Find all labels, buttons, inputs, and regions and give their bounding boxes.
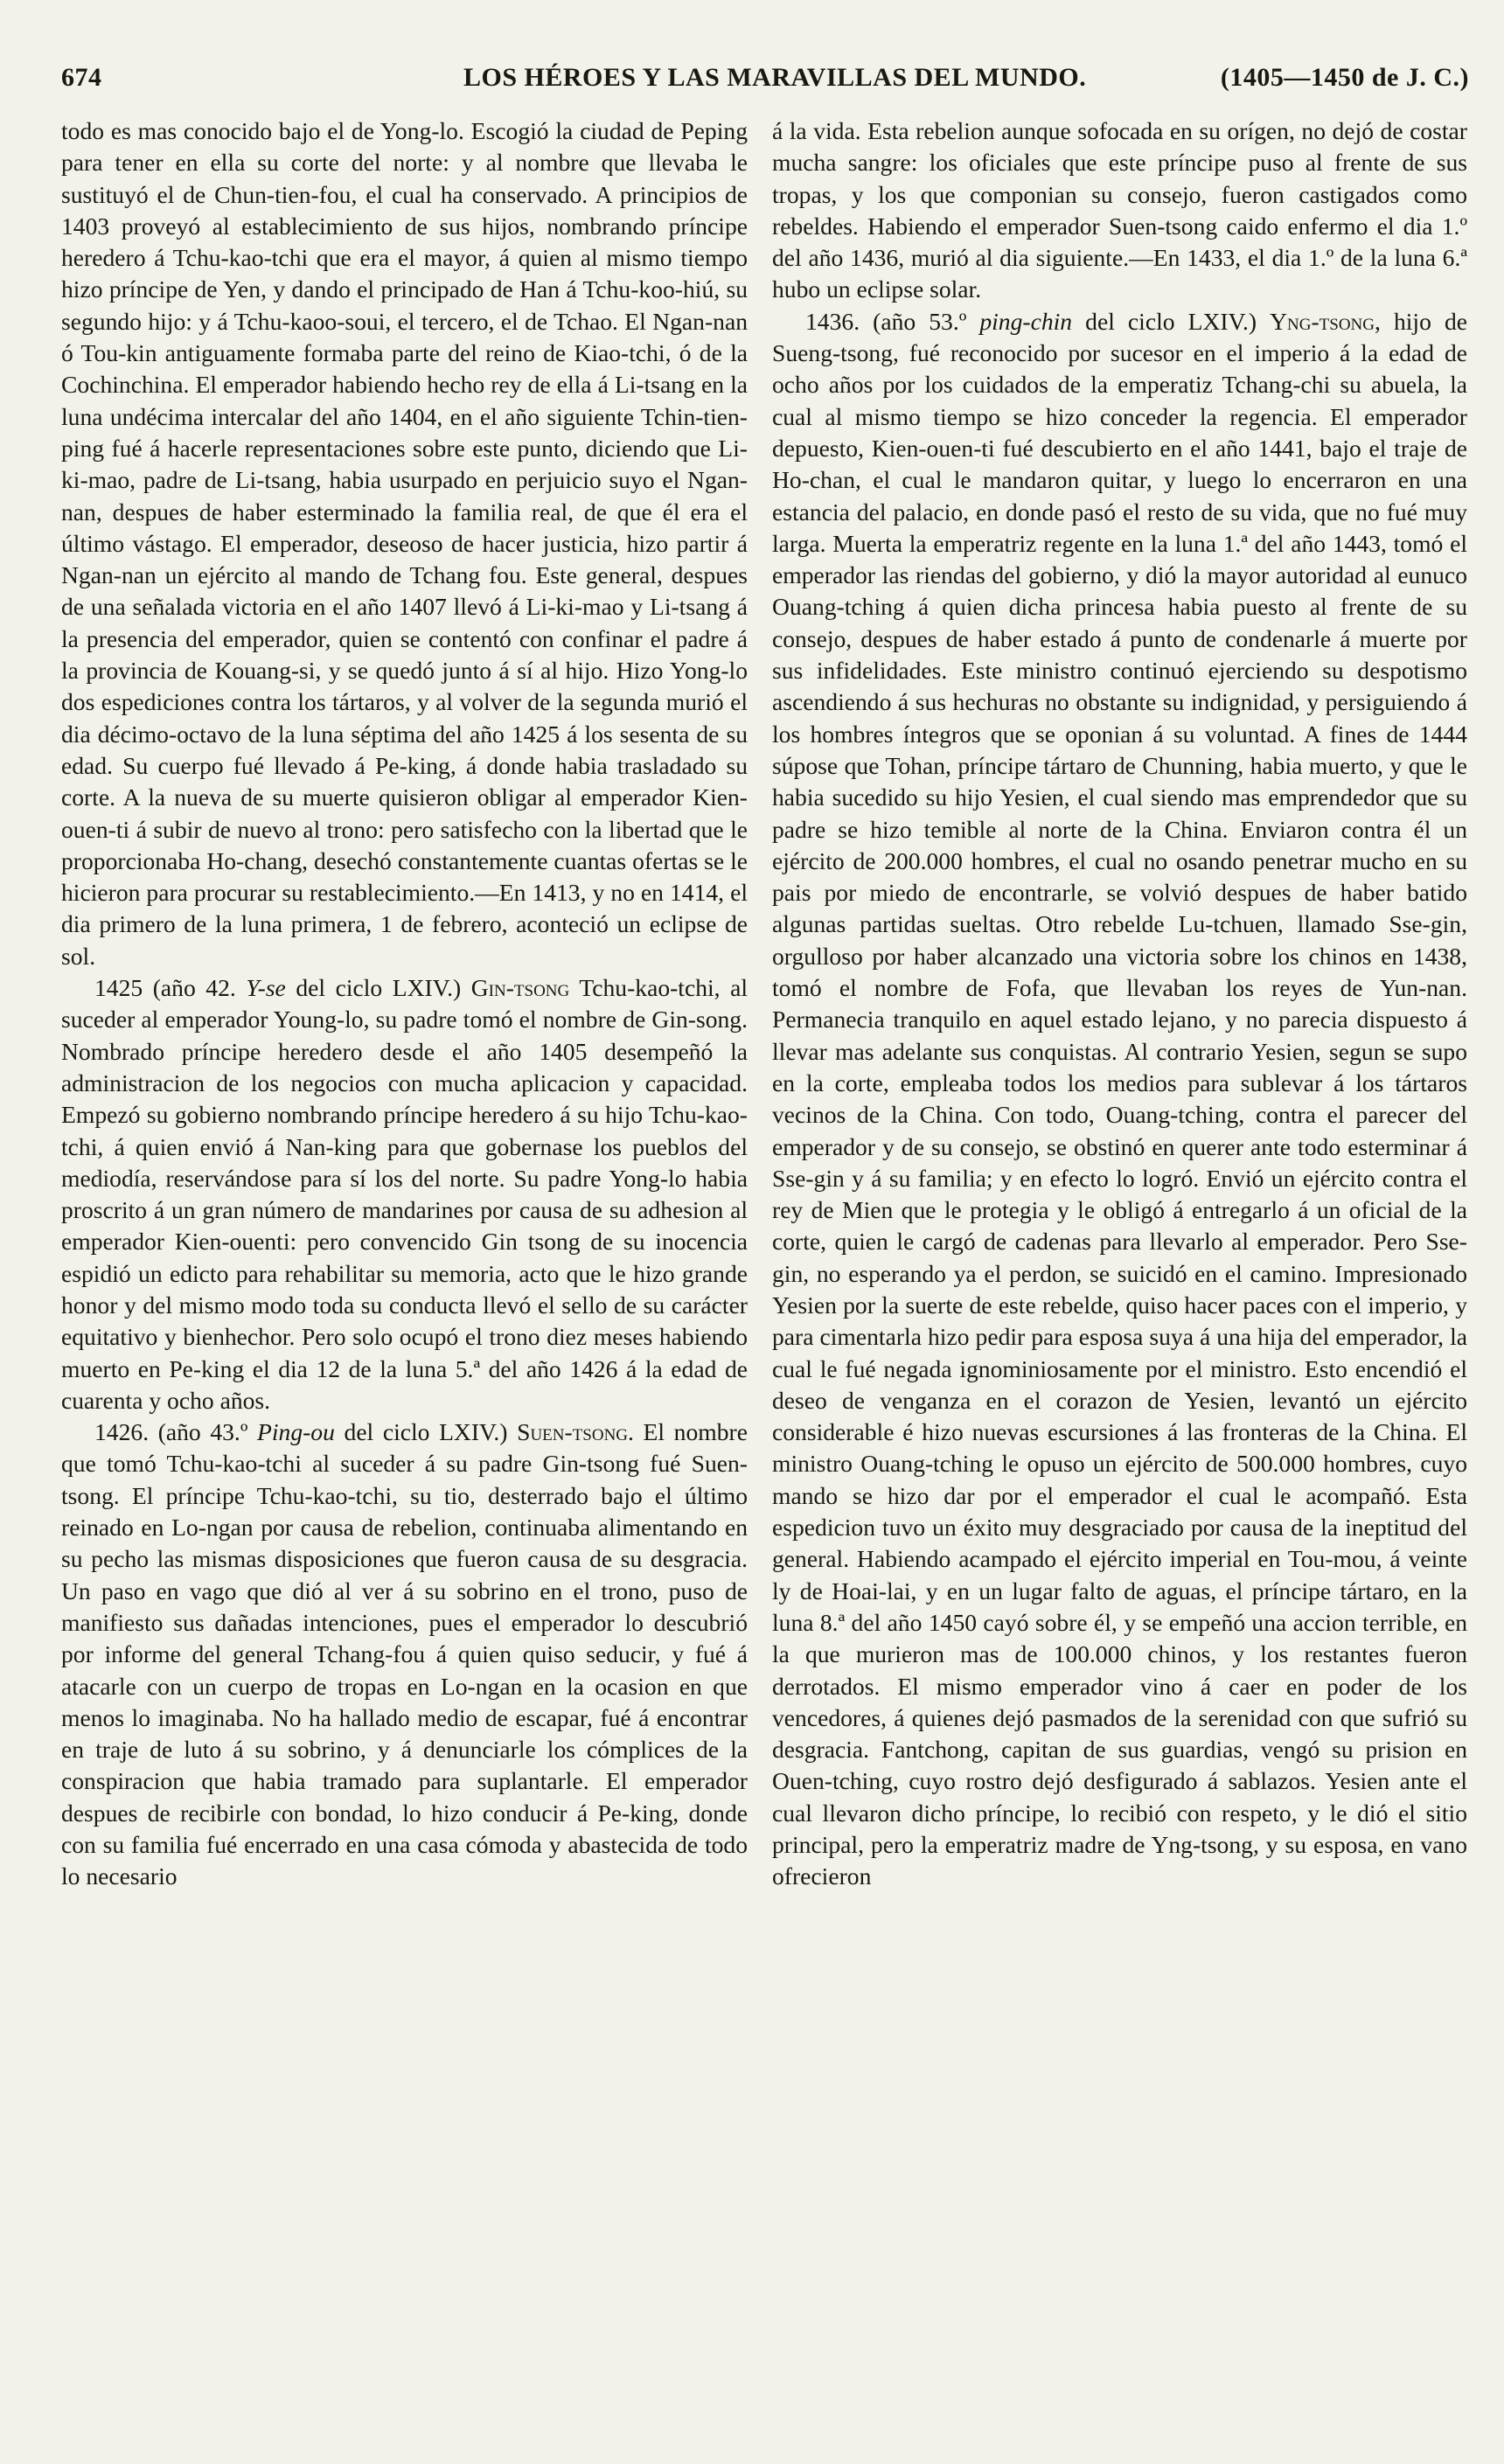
left-column: [61, 115, 748, 2459]
year-entry: 1425 (año 42.: [94, 974, 236, 1002]
paragraph: todo es mas conocido bajo el de Yong-lo. Escogió la ciudad de Peping para tener en ella su corte del norte: y al nombre que llevaba le sustituyó el de Chun-tien-fou, el cual ha conservado. A principios de 1403 proveyó al establecimiento de sus hijos, nombrando príncipe heredero á Tchu-kao-tchi que era el mayor, á quien al mismo tiempo hizo príncipe de Yen, y dando el principado de Han á Tchu-koo-hiú, su segundo hijo: y á Tchu-kaoo-soui, el tercero, el de Tchao. El Ngan-nan ó Tou-kin antiguamente formaba parte del reino de Kiao-tchi, ó de la Cochinchina. El emperador habiendo hecho rey de ella á Li-tsang en la luna undécima intercalar del año 1404, en el año siguiente Tchin-tien-ping fué á hacerle representaciones sobre este punto, diciendo que Li-ki-mao, padre de Li-tsang, habia usurpado en perjuicio suyo el Ngan-nan, despues de haber esterminado la familia real, de que él era el último vástago. El emperador, deseoso de hacer justicia, hizo partir á Ngan-nan un ejército al mando de Tchang fou. Este general, despues de una señalada victoria en el año 1407 llevó á Li-ki-mao y Li-tsang á la presencia del emperador, quien se contentó con confinar el padre á la provincia de Kouang-si, y se quedó junto á sí al hijo. Hizo Yong-lo dos espediciones contra los tártaros, y al volver de la segunda murió el dia décimo-octavo de la luna séptima del año 1425 á los sesenta de su edad. Su cuerpo fué llevado á Pe-king, á donde habia trasladado su corte. A la nueva de su muerte quisieron obligar al emperador Kien-ouen-ti á subir de nuevo al trono: pero satisfecho con la libertad que le proporcionaba Ho-chang, desechó constantemente cuantas ofertas se le hicieron para procurar su restablecimiento.—En 1413, y no en 1414, el dia primero de la luna primera, 1 de febrero, aconteció un eclipse de sol.: [61, 117, 748, 970]
right-column: [772, 115, 1467, 2459]
running-title: LOS HÉROES Y LAS MARAVILLAS DEL MUNDO.: [463, 63, 1087, 92]
cycle-label: del ciclo LXIV.): [344, 1418, 508, 1446]
year-entry: 1436. (año 53.º: [805, 307, 967, 335]
page-header: [61, 63, 1469, 115]
paragraph-body: El nombre que tomó Tchu-kao-tchi al suceder á su padre Gin-tsong fué Suen-tsong. El príncipe Tchu-kao-tchi, su tio, desterrado bajo el último reinado en Lo-ngan por causa de rebelion, continuaba alimentando en su pecho las mismas disposiciones que fueron causa de su desgracia. Un paso en vago que dió al ver á su sobrino en el trono, puso de manifiesto sus dañadas intenciones, pues el emperador lo descubrió por informe del general Tchang-fou á quien quiso seducir, y fué á atacarle con un cuerpo de tropas en Lo-ngan en la ocasion en que menos lo imaginaba. No ha hallado medio de escapar, fué á encontrar en traje de luto á su sobrino, y á denunciarle los cómplices de la conspiracion que habia tramado para suplantarle. El emperador despues de recibirle con bondad, lo hizo conducir á Pe-king, donde con su familia fué encerrado en una casa cómoda y abastecida de todo lo necesario: [61, 1418, 748, 1890]
cycle-label: del ciclo LXIV.): [1085, 307, 1257, 335]
cycle-name: Y-se: [246, 974, 286, 1002]
paragraph-body: hijo de Sueng-tsong, fué reconocido por sucesor en el imperio á la edad de ocho años por los cuidados de la emperatiz Tchang-chi su abuela, la cual al mismo tiempo se hizo conceder la regencia. El emperador depuesto, Kien-ouen-ti fué descubierto en el año 1441, bajo el traje de Ho-chan, el cual le mandaron quitar, y luego lo encerraron en una estancia del palacio, en donde pasó el resto de su vida, que no fué muy larga. Muerta la emperatriz regente en la luna 1.ª del año 1443, tomó el emperador las riendas del gobierno, y dió la mayor autoridad al eunuco Ouang-tching á quien dicha princesa habia puesto al frente de su consejo, despues de haber estado á punto de condenarle á muerte por sus infidelidades. Este ministro continuó ejerciendo su despotismo ascendiendo á sus hechuras no obstante su indignidad, y persiguiendo á los hombres íntegros que se oponian á su voluntad. A fines de 1444 súpose que Tohan, príncipe tártaro de Chunning, habia muerto, y que le habia sucedido su hijo Yesien, el cual siendo mas emprendedor que su padre se hizo temible al norte de la China. Enviaron contra él un ejército de 200.000 hombres, el cual no osando penetrar mucho en su pais por miedo de encontrarle, se volvió despues de haber batido algunas partidas sueltas. Otro rebelde Lu-tchuen, llamado Sse-gin, orgulloso por haber alcanzado una victoria sobre los chinos en 1438, tomó el nombre de Fofa, que llevaban los reyes de Yun-nan. Permanecia tranquilo en aquel estado lejano, y no parecia dispuesto á llevar mas adelante sus conquistas. Al contrario Yesien, segun se supo en la corte, empleaba todos los medios para sublevar á los tártaros vecinos de la China. Con todo, Ouang-tching, contra el parecer del emperador y de su consejo, se obstinó en querer ante todo esterminar á Sse-gin y á su familia; y en efecto lo logró. Envió un ejército contra el rey de Mien que le protegia y le obligó á entregarlo á un oficial de la corte, quien le cargó de cadenas para llevarlo al emperador. Pero Sse-gin, no esperando ya el perdon, se suicidó en el camino. Impresionado Yesien por la suerte de este rebelde, quiso hacer paces con el imperio, y para cimentarla hizo pedir para esposa suya á una hija del emperador, la cual le fué negada ignominiosamente por el ministro. Esto encendió el deseo de venganza en el corazon de Yesien, levantó un ejército considerable é hizo nuevas escursiones á las fronteras de la China. El ministro Ouang-tching le opuso un ejército de 500.000 hombres, cuyo mando se hizo dar por el emperador el cual le acompañó. Esta espedicion tuvo un éxito muy desgraciado por causa de la ineptitud del general. Habiendo acampado el ejército imperial en Tou-mou, á veinte ly de Hoai-lai, y en un lugar falto de aguas, el príncipe tártaro, en la luna 8.ª del año 1450 cayó sobre él, y se empeñó una accion terrible, en la que murieron mas de 100.000 chinos, y los restantes fueron derrotados. El mismo emperador vino á caer en poder de los vencedores, á quienes dejó pasmados de la serenidad con que sufrió su desgracia. Fantchong, capitan de sus guardias, vengó su prision en Ouen-tching, cuyo rostro dejó desfigurado á sablazos. Yesien ante el cual llevaron dicho príncipe, lo recibió con respeto, y le dió el sitio principal, pero la emperatriz madre de Yng-tsong, y su esposa, en vano ofrecieron: [772, 307, 1467, 1890]
cycle-name: Ping-ou: [257, 1418, 335, 1446]
cycle-name: ping-chin: [979, 307, 1073, 335]
page-number: 674: [61, 63, 102, 92]
paragraph-body: Tchu-kao-tchi, al suceder al emperador Young-lo, su padre tomó el nombre de Gin-song. Nombrado príncipe heredero desde el año 1405 desempeñó la administracion de los negocios con mucha aplicacion y capacidad. Empezó su gobierno nombrando príncipe heredero á su hijo Tchu-kao-tchi, á quien envió á Nan-king para que gobernase los pueblos del mediodía, reservándose para sí los del norte. Su padre Yong-lo habia proscrito á un gran número de mandarines por causa de su adhesion al emperador Kien-ouenti: pero convencido Gin tsong de su inocencia espidió un edicto para rehabilitar su memoria, acto que le hizo grande honor y del mismo modo toda su conducta llevó el sello de su carácter equitativo y bienhechor. Pero solo ocupó el trono diez meses habiendo muerto en Pe-king el dia 12 de la luna 5.ª del año 1426 á la edad de cuarenta y ocho años.: [61, 974, 748, 1414]
paragraph-1436: [772, 306, 1467, 1893]
date-range: (1405—1450 de J. C.): [1220, 63, 1469, 92]
emperor-name: Yng-tsong,: [1270, 307, 1381, 335]
cycle-label: del ciclo LXIV.): [296, 974, 462, 1002]
paragraph: á la vida. Esta rebelion aunque sofocada en su orígen, no dejó de costar mucha sangre: los oficiales que este príncipe puso al frente de sus tropas, y los que componian su consejo, fueron castigados como rebeldes. Habiendo el emperador Suen-tsong caido enfermo el dia 1.º del año 1436, murió al dia siguiente.—En 1433, el dia 1.º de la luna 6.ª hubo un eclipse solar.: [772, 117, 1467, 303]
emperor-name: Suen-tsong.: [517, 1418, 634, 1446]
year-entry: 1426. (año 43.º: [94, 1418, 248, 1446]
paragraph-1426: [61, 1416, 748, 1892]
emperor-name: Gin-tsong: [470, 974, 570, 1002]
paragraph-1425: [61, 972, 748, 1416]
